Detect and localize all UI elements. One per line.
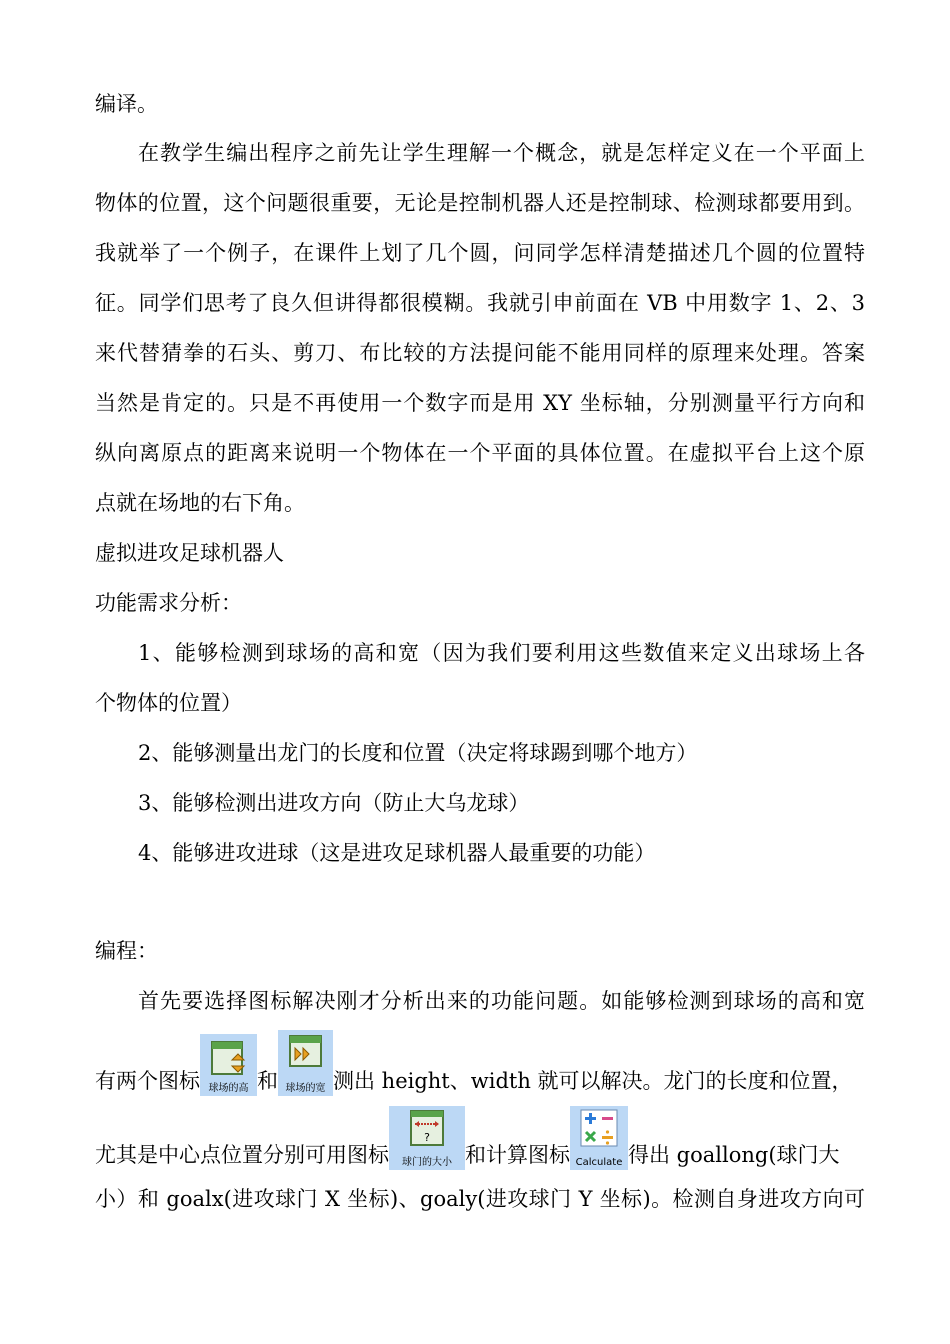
svg-text:?: ? [424,1131,430,1144]
goal-size-icon-glyph [407,1109,447,1149]
paragraph-line: 来代替猜拳的石头、剪刀、布比较的方法提问能不能用同样的原理来处理。答案 [95,341,865,365]
paragraph-line: 征。同学们思考了良久但讲得都很模糊。我就引申前面在 VB 中用数字 1、2、3 [95,291,865,315]
field-width-icon [278,1030,333,1096]
goal-size-icon [389,1106,465,1170]
requirement-item: 2、能够测量出龙门的长度和位置（决定将球踢到哪个地方） [138,741,698,765]
field-height-icon-glyph [211,1040,247,1078]
paragraph-line: 编译。 [95,92,158,116]
field-width-icon-glyph [288,1034,324,1072]
paragraph-line: 在教学生编出程序之前先让学生理解一个概念，就是怎样定义在一个平面上 [138,141,865,165]
calculate-icon [570,1106,628,1170]
paragraph-line: 首先要选择图标解决刚才分析出来的功能问题。如能够检测到球场的高和宽 [138,989,865,1013]
paragraph-line-with-icons [95,1104,865,1170]
text-fragment: 和计算图标 [465,1143,570,1167]
paragraph-line-with-icons [95,1030,865,1092]
requirement-item: 4、能够进攻进球（这是进攻足球机器人最重要的功能） [138,841,656,865]
text-fragment: 测出 height、width 就可以解决。龙门的长度和位置， [333,1069,853,1093]
paragraph-line: 点就在场地的右下角。 [95,491,305,515]
paragraph-line: 物体的位置，这个问题很重要，无论是控制机器人还是控制球、检测球都要用到。 [95,191,865,215]
text-fragment: 有两个图标 [95,1069,200,1093]
requirement-item: 个物体的位置） [95,691,242,715]
paragraph-line: 我就举了一个例子，在课件上划了几个圆，问同学怎样清楚描述几个圆的位置特 [95,241,865,265]
calculate-caption: Calculate [575,1157,623,1168]
section-heading: 虚拟进攻足球机器人 [95,541,284,565]
paragraph-line: 当然是肯定的。只是不再使用一个数字而是用 XY 坐标轴，分别测量平行方向和 [95,391,865,415]
text-fragment: 得出 goallong(球门大 [628,1143,840,1167]
field-width-caption: 球场的宽 [285,1083,326,1094]
section-heading: 功能需求分析： [95,591,242,615]
text-fragment: 尤其是中心点位置分别可用图标 [95,1143,389,1167]
calculate-icon-glyph [580,1109,618,1147]
paragraph-line: 纵向离原点的距离来说明一个物体在一个平面的具体位置。在虚拟平台上这个原 [95,441,865,465]
requirement-item: 1、能够检测到球场的高和宽（因为我们要利用这些数值来定义出球场上各 [138,641,865,665]
requirement-item: 3、能够检测出进攻方向（防止大乌龙球） [138,791,530,815]
text-fragment: 和 [257,1069,278,1093]
field-height-icon [200,1034,257,1096]
field-height-caption: 球场的高 [208,1083,249,1094]
goal-size-caption: 球门的大小 [402,1157,452,1168]
paragraph-line: 小）和 goalx(进攻球门 X 坐标)、goaly(进攻球门 Y 坐标)。检测自身进攻方向可 [95,1187,865,1211]
section-heading: 编程： [95,939,158,963]
